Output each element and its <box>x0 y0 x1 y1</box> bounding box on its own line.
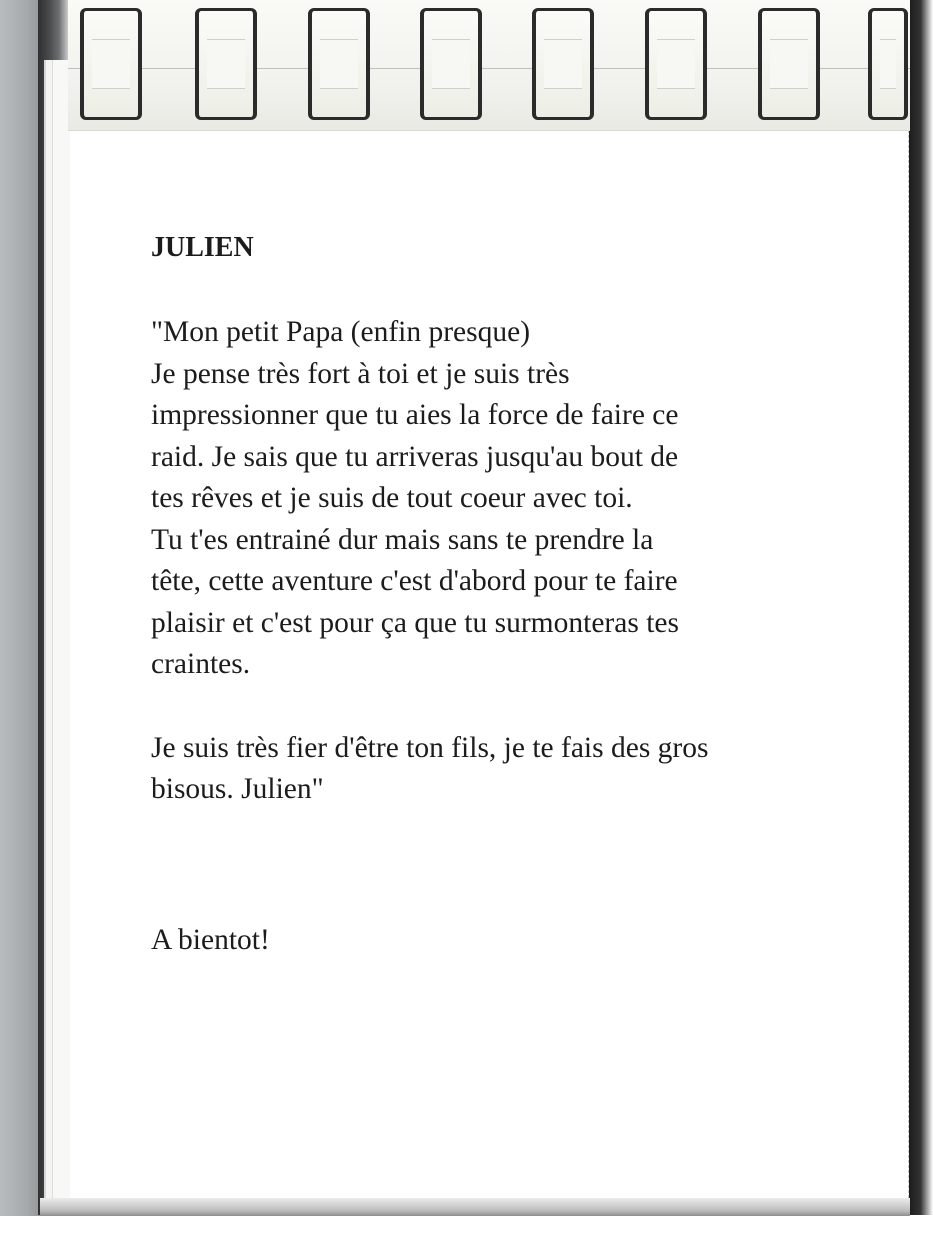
binding-ring <box>868 8 908 120</box>
binding-ring <box>80 8 142 120</box>
binding-ring <box>758 8 820 120</box>
letter-title: JULIEN <box>151 232 254 263</box>
binding-ring <box>532 8 594 120</box>
paragraph-gap <box>151 686 851 728</box>
letter-paragraph-2 <box>151 728 851 811</box>
letter-body <box>151 228 851 811</box>
text-line: Je suis très fier d'être ton fils, je te fais des gros <box>151 731 709 764</box>
page-bottom-edge <box>40 1198 910 1216</box>
text-line: craintes. <box>151 648 251 680</box>
text-line: "Mon petit Papa (enfin presque) <box>151 316 531 348</box>
binding-ring <box>645 8 707 120</box>
text-line: tes rêves et je suis de tout coeur avec toi. <box>151 482 633 514</box>
binding-ring <box>195 8 257 120</box>
text-line: bisous. Julien" <box>151 773 324 805</box>
text-line: Tu t'es entrainé dur mais sans te prendre la <box>151 523 654 556</box>
letter-closing: A bientot! <box>151 924 270 956</box>
letter-paragraph-1 <box>151 312 851 686</box>
right-edge <box>908 0 933 1215</box>
binding-ring <box>308 8 370 120</box>
text-line: Je pense très fort à toi et je suis très <box>151 357 570 390</box>
text-line: impressionner que tu aies la force de faire ce <box>151 399 679 431</box>
text-line: raid. Je sais que tu arriveras jusqu'au bout de <box>151 440 679 473</box>
binding-ring <box>420 8 482 120</box>
text-line: plaisir et c'est pour ça que tu surmonteras tes <box>151 606 679 639</box>
text-line: tête, cette aventure c'est d'abord pour te faire <box>151 565 678 597</box>
scan-margin <box>0 1216 933 1238</box>
